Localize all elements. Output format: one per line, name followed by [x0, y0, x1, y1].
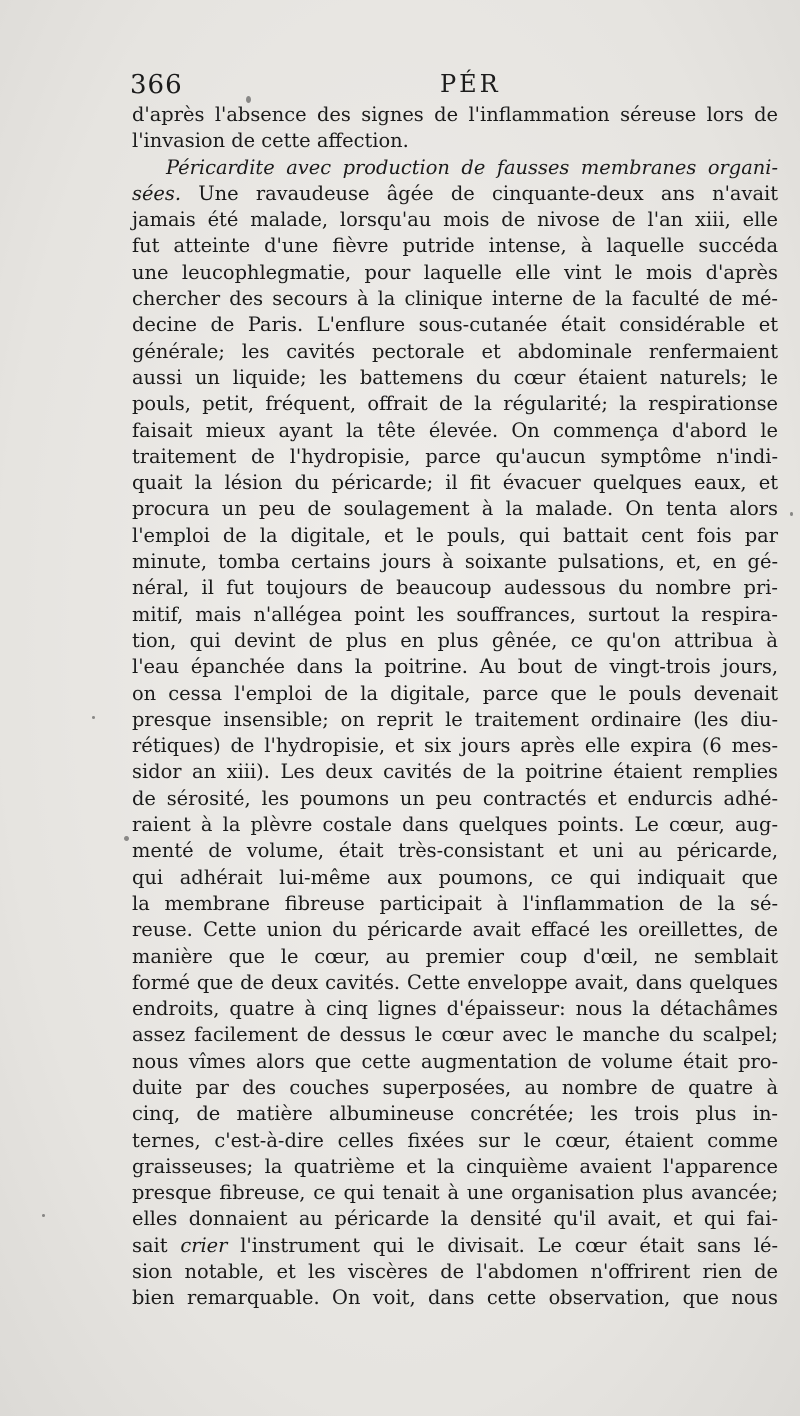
line-text: raient à la plèvre costale dans quelques points. Le cœur, aug- [132, 813, 778, 837]
text-line [132, 1285, 778, 1311]
text-line [132, 602, 778, 628]
line-text: elles donnaient au péricarde la densité qu'il avait, et qui fai- [132, 1207, 778, 1231]
line-text: menté de volume, était très-consistant et uni au péricarde, [132, 839, 778, 863]
text-line [132, 128, 778, 154]
line-text: qui adhérait lui-même aux poumons, ce qui indiquait que [132, 865, 778, 889]
text-line [132, 654, 778, 680]
text-line [132, 759, 778, 785]
line-text: une leucophlegmatie, pour laquelle elle vint le mois d'après [132, 260, 778, 284]
running-head: PÉR [440, 70, 501, 98]
text-line [132, 1022, 778, 1048]
line-text: presque insensible; on reprit le traitement ordinaire (les diu- [132, 707, 778, 731]
line-text: tion, qui devint de plus en plus gênée, ce qu'on attribua à [132, 628, 778, 652]
text-line [132, 1128, 778, 1154]
line-text: assez facilement de dessus le cœur avec le manche du scalpel; [132, 1023, 778, 1047]
text-line [132, 365, 778, 391]
line-text: procura un peu de soulagement à la malade. On tenta alors [132, 497, 778, 521]
line-text: duite par des couches superposées, au nombre de quatre à [132, 1075, 778, 1099]
line-text: formé que de deux cavités. Cette enveloppe avait, dans quelques [132, 970, 778, 994]
ink-speck [124, 836, 129, 841]
page-header [130, 70, 780, 106]
line-text: on cessa l'emploi de la digitale, parce que le pouls devenait [132, 681, 778, 705]
line-text: jamais été malade, lorsqu'au mois de nivose de l'an xiii, elle [132, 208, 778, 232]
text-line [132, 470, 778, 496]
text-line [132, 1049, 778, 1075]
text-line [132, 575, 778, 601]
text-line [132, 707, 778, 733]
text-line [132, 233, 778, 259]
text-line [132, 838, 778, 864]
line-text: Une ravaudeuse âgée de cinquante-deux ans n'avait [181, 181, 778, 205]
text-line [132, 1101, 778, 1127]
text-line [132, 523, 778, 549]
line-text: sidor an xiii). Les deux cavités de la poitrine étaient remplies [132, 760, 778, 784]
line-text: endroits, quatre à cinq lignes d'épaisseur: nous la détachâmes [132, 997, 778, 1021]
text-line [132, 970, 778, 996]
ink-speck [246, 96, 251, 103]
text-line [132, 996, 778, 1022]
text-line [132, 418, 778, 444]
line-text: la membrane fibreuse participait à l'inflammation de la sé- [132, 891, 778, 915]
line-text: l'emploi de la digitale, et le pouls, qui battait cent fois par [132, 523, 778, 547]
line-text: minute, tomba certains jours à soixante pulsations, et, en gé- [132, 550, 778, 574]
ink-speck [790, 512, 793, 516]
ink-speck [92, 716, 95, 719]
text-line [132, 865, 778, 891]
line-text: l'invasion de cette affection. [132, 129, 409, 153]
text-line [132, 891, 778, 917]
line-text: bien remarquable. On voit, dans cette observation, que nous [132, 1286, 778, 1310]
line-text: faisait mieux ayant la tête élevée. On commença d'abord le [132, 418, 778, 442]
line-text: l'instrument qui le divisait. Le cœur était sans lé- [227, 1233, 779, 1257]
line-text: de sérosité, les poumons un peu contractés et endurcis adhé- [132, 786, 778, 810]
line-text: traitement de l'hydropisie, parce qu'aucun symptôme n'indi- [132, 444, 778, 468]
text-line [132, 917, 778, 943]
text-line [132, 1154, 778, 1180]
text-line [132, 391, 778, 417]
line-text: néral, il fut toujours de beaucoup audessous du nombre pri- [132, 576, 778, 600]
line-text: fut atteinte d'une fièvre putride intense, à laquelle succéda [132, 234, 778, 258]
text-line [132, 549, 778, 575]
line-text: graisseuses; la quatrième et la cinquième avaient l'apparence [132, 1154, 778, 1178]
italic-text: Péricardite avec production de fausses membranes organi- [166, 155, 778, 179]
ink-speck [42, 1214, 45, 1217]
text-line [132, 496, 778, 522]
text-line [132, 181, 778, 207]
text-line [132, 944, 778, 970]
line-text: manière que le cœur, au premier coup d'œil, ne semblait [132, 944, 778, 968]
text-line [132, 1259, 778, 1285]
line-text: decine de Paris. L'enflure sous-cutanée était considérable et [132, 313, 778, 337]
text-line [132, 312, 778, 338]
line-text: générale; les cavités pectorale et abdominale renfermaient [132, 339, 778, 363]
line-text: rétiques) de l'hydropisie, et six jours après elle expira (6 mes- [132, 734, 778, 758]
text-line [132, 102, 778, 128]
text-line [132, 155, 778, 181]
text-line [132, 681, 778, 707]
line-text: mitif, mais n'allégea point les souffrances, surtout la respira- [132, 602, 778, 626]
text-line [132, 1206, 778, 1232]
text-line [132, 339, 778, 365]
line-text: ternes, c'est-à-dire celles fixées sur le cœur, étaient comme [132, 1128, 778, 1152]
line-text: presque fibreuse, ce qui tenait à une organisation plus avancée; [132, 1181, 778, 1205]
body-text [132, 102, 778, 1312]
text-line [132, 812, 778, 838]
line-text: d'après l'absence des signes de l'inflammation séreuse lors de [132, 103, 778, 126]
text-line [132, 733, 778, 759]
line-text: reuse. Cette union du péricarde avait effacé les oreillettes, de [132, 918, 778, 942]
line-text: nous vîmes alors que cette augmentation de volume était pro- [132, 1049, 778, 1073]
text-line [132, 786, 778, 812]
text-line [132, 1180, 778, 1206]
line-text: aussi un liquide; les battemens du cœur étaient naturels; le [132, 365, 778, 389]
line-text: l'eau épanchée dans la poitrine. Au bout de vingt-trois jours, [132, 655, 778, 679]
italic-text: sées. [132, 181, 182, 205]
text-line [132, 1075, 778, 1101]
italic-text: crier [180, 1233, 228, 1257]
line-text: chercher des secours à la clinique interne de la faculté de mé- [132, 287, 778, 311]
text-line [132, 1233, 778, 1259]
line-text: sait [132, 1233, 181, 1257]
line-text: cinq, de matière albumineuse concrétée; les trois plus in- [132, 1102, 778, 1126]
text-line [132, 286, 778, 312]
text-line [132, 628, 778, 654]
text-line [132, 207, 778, 233]
text-line [132, 444, 778, 470]
line-text: quait la lésion du péricarde; il fit évacuer quelques eaux, et [132, 471, 778, 495]
line-text: pouls, petit, fréquent, offrait de la régularité; la respirationse [132, 392, 778, 416]
text-line [132, 260, 778, 286]
line-text: sion notable, et les viscères de l'abdomen n'offrirent rien de [132, 1260, 778, 1284]
page-number: 366 [130, 70, 183, 100]
